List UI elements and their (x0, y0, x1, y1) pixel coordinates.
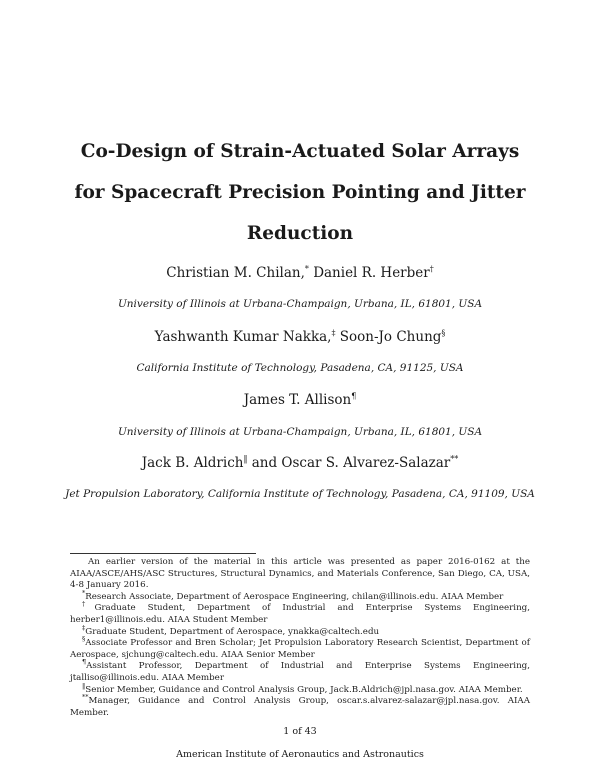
footnote-text: Senior Member, Guidance and Control Analysis Group, Jack.B.Aldrich@jpl.nasa.gov. AIAA Member. (85, 684, 523, 695)
author-name: Yashwanth Kumar Nakka, (154, 329, 332, 345)
footnote-mark: ‡ (82, 623, 86, 632)
author-line (0, 455, 600, 471)
author-footnote-mark: * (304, 264, 309, 274)
author-line (0, 265, 600, 281)
author-footnote-mark: † (429, 264, 434, 274)
paper-title (60, 131, 540, 254)
author-name: Jack B. Aldrich (141, 455, 244, 471)
footnote (70, 681, 530, 697)
author-name: Daniel R. Herber (313, 265, 430, 281)
footnote-mark: † (82, 600, 95, 609)
author-footnote-mark: ‖ (243, 454, 248, 464)
journal-footer: American Institute of Aeronautics and Astronautics (176, 749, 424, 760)
author-footnote-mark: ‡ (331, 328, 336, 338)
author-footnote-mark: § (441, 328, 446, 338)
footnote (70, 557, 530, 592)
footnote (70, 635, 530, 661)
author-name: James T. Allison (243, 392, 352, 408)
footnote (70, 588, 530, 604)
footnote-mark: ‖ (82, 681, 86, 690)
affiliation: Jet Propulsion Laboratory, California Institute of Technology, Pasadena, CA, 91109, USA (65, 488, 535, 500)
footnote-mark: * (82, 588, 86, 597)
footnote-text: Associate Professor and Bren Scholar; Jet Propulsion Laboratory Research Scientist, Department of Aerospace, sjchung@caltech.edu. AIAA Senior Member (70, 638, 530, 660)
author-footnote-mark: ¶ (351, 391, 357, 401)
title-line: Reduction (246, 223, 354, 244)
footnote-mark: § (82, 635, 86, 644)
footnote-text: An earlier version of the material in this article was presented as paper 2016-0162 at the AIAA/ASCE/AHS/ASC Structures, Structural Dynamics, and Materials Conference, San Diego, CA, USA, 4-8 January 2016. (70, 557, 530, 591)
author-line (0, 329, 600, 345)
author-name: Christian M. Chilan, (166, 265, 305, 281)
affiliation: California Institute of Technology, Pasadena, CA, 91125, USA (136, 362, 464, 374)
title-line: Co-Design of Strain-Actuated Solar Arrays (80, 141, 520, 162)
author-name: Soon-Jo Chung (339, 329, 442, 345)
footnote-divider (70, 553, 256, 554)
footnotes (70, 557, 530, 719)
title-line: for Spacecraft Precision Pointing and Jitter (74, 182, 526, 203)
footnote (70, 658, 530, 684)
page-number: 1 of 43 (283, 726, 317, 737)
footnote-text: Graduate Student, Department of Aerospace, ynakka@caltech.edu (85, 626, 380, 637)
footnote-text: Assistant Professor, Department of Industrial and Enterprise Systems Engineering, jtalliso@illinois.edu. AIAA Member (70, 661, 530, 683)
footnote (70, 623, 530, 639)
footnote (70, 693, 530, 719)
footnote-mark: ¶ (82, 658, 87, 667)
affiliation: University of Illinois at Urbana-Champaign, Urbana, IL, 61801, USA (117, 298, 483, 310)
author-footnote-mark: ** (450, 454, 459, 464)
footnote-text: Research Associate, Department of Aerospace Engineering, chilan@illinois.edu. AIAA Member (85, 591, 504, 602)
footnote (70, 600, 530, 626)
footnote-text: Graduate Student, Department of Industrial and Enterprise Systems Engineering, herber1@illinois.edu. AIAA Student Member (70, 603, 530, 625)
footnote-text: Manager, Guidance and Control Analysis Group, oscar.s.alvarez-salazar@jpl.nasa.gov. AIAA Member. (70, 696, 530, 718)
footnote-mark: ** (82, 693, 89, 702)
affiliation: University of Illinois at Urbana-Champaign, Urbana, IL, 61801, USA (117, 426, 483, 438)
author-name: and Oscar S. Alvarez-Salazar (251, 455, 451, 471)
author-line (0, 392, 600, 408)
